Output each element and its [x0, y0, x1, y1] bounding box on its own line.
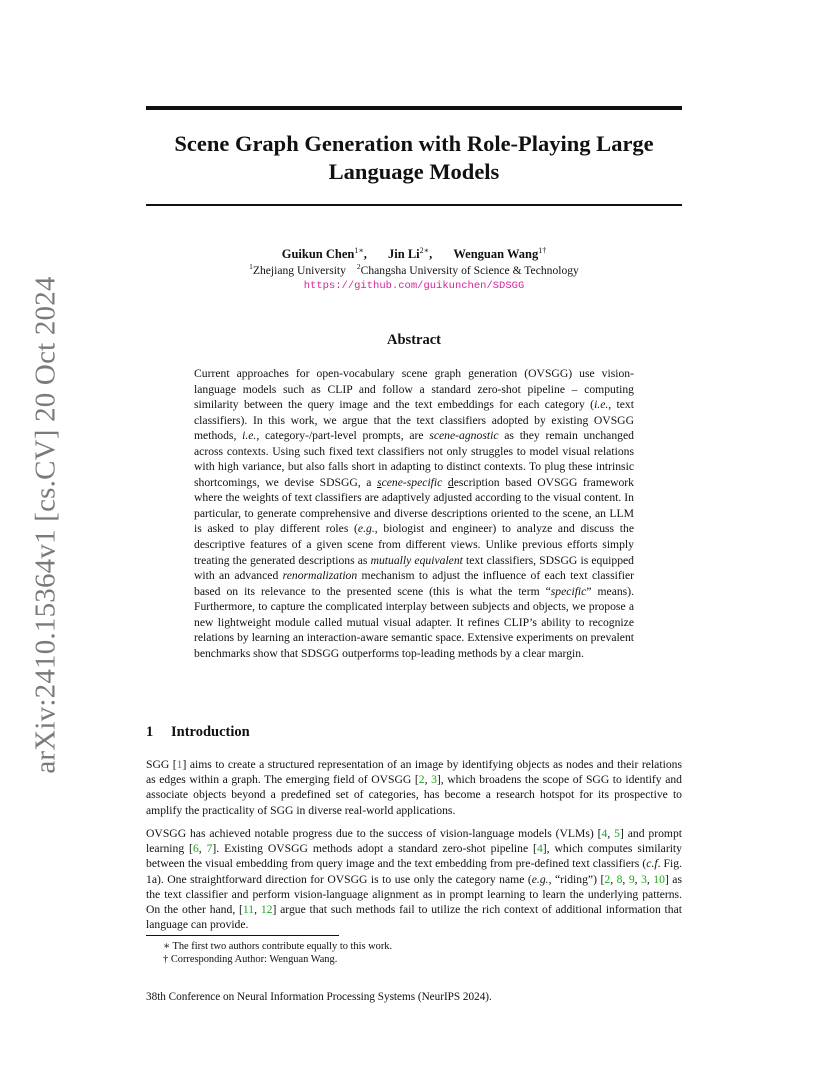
author: Jin $Li^{2∗}$,: [388, 246, 433, 262]
footnote: ∗ The first two authors contribute equally to this work.: [163, 941, 393, 952]
paper-title: Scene Graph Generation with Role-Playing Large Language Models: [174, 131, 654, 184]
citation-link[interactable]: 5: [614, 827, 620, 840]
citation-link[interactable]: 12: [260, 903, 273, 917]
author: Wenguan Wang$^{1\dagger}$: [453, 246, 547, 262]
citation-link[interactable]: 7: [206, 842, 213, 856]
citation-link[interactable]: 9: [628, 872, 635, 886]
arxiv-id[interactable]: arXiv:2410.15364v1 [cs.CV] 20 Oct 2024: [29, 276, 62, 774]
abstract-heading: Abstract: [387, 332, 441, 348]
author: Guikun Chen$^{1∗}$,: [281, 246, 367, 262]
citation-link[interactable]: 1: [176, 758, 183, 771]
section-number: 1: [146, 724, 154, 740]
title-rule-bottom: [146, 204, 682, 206]
citation-link[interactable]: 10: [653, 872, 665, 886]
footnote-rule: [146, 935, 339, 936]
footnote: † Corresponding Author: Wenguan Wang.: [163, 954, 338, 965]
abstract-text: Current approaches for open-vocabulary scene graph generation (OVSGG) use vision-language models such as CLIP and follow a standard zero-shot pipeline – computing similarity between the query image and the text embeddings for each category (i.e., text classifiers). In this work, we argue that the text classifiers adopted by existing OVSGG methods, i.e., category-/part-level prompts, are scene-agnostic as they remain unchanged across contexts. Using such fixed text classifiers not only struggles to model visual relations with high variance, but also falls short in adapting to distinct contexts. To plug these intrinsic shortcomings, we devise SDSGG, a scene-specific description based OVSGG framework where the weights of text classifiers are adaptively adjusted according to the visual content. In particular, to generate comprehensive and diverse descriptions oriented to the scene, an LLM is asked to play different roles (e.g., biologist and engineer) to analyze and discuss the descriptive features of a given scene from different views. Unlike previous efforts simply treating the generated descriptions as mutually equivalent text classifiers, SDSGG is equipped with an advanced renormalization mechanism to adjust the influence of each text classifier based on its relevance to the presented scene (this is what the term “specific” means). Furthermore, to capture the complicated interplay between subjects and objects, we propose a new lightweight module called mutual visual adapter. It refines CLIP’s ability to recognize relations by learning an interaction-aware semantic space. Extensive experiments on prevalent benchmarks show that SDSGG outperforms top-leading methods by a clear margin.: [194, 367, 635, 660]
section-heading: [146, 724, 250, 741]
intro-paragraph-1: SGG [1] aims to create a structured representation of an image by identifying objects as nodes and their relations as edges within a graph. The emerging field of OVSGG [2, 3], which broadens the scope of SGG to identify and associate objects beyond a predefined set of categories, has become a research hotspot for its prospective to amplify the practicality of SGG in diverse real-world applications.: [146, 758, 682, 817]
citation-link[interactable]: 3: [431, 773, 437, 787]
citation-link[interactable]: 11: [242, 903, 255, 917]
affiliation-list: [146, 259, 682, 279]
affiliation: $^1$Zhejiang University: [249, 262, 346, 277]
citation-link[interactable]: 6: [192, 842, 199, 856]
citation-link[interactable]: 2: [418, 773, 425, 787]
title-rule-top: [146, 106, 682, 110]
code-url-link[interactable]: https://github.com/guikunchen/SDSGG: [303, 280, 525, 292]
section-title: Introduction: [171, 724, 250, 740]
citation-link[interactable]: 4: [601, 827, 608, 840]
venue-note: 38th Conference on Neural Information Processing Systems (NeurIPS 2024).: [146, 991, 492, 1003]
citation-link[interactable]: 8: [616, 872, 623, 886]
citation-link[interactable]: 4: [536, 842, 543, 856]
citation-link[interactable]: 2: [604, 872, 611, 886]
affiliation: $^2$Changsha University of Science & Technology: [356, 262, 579, 277]
intro-paragraph-2: OVSGG has achieved notable progress due to the success of vision-language models (VLMs) [4, 5] and prompt learning [6, 7]. Existing OVSGG methods adopt a standard zero-shot pipeline [4], which computes similarity between the visual embedding from query image and the text embedding from pre-defined text classifiers (c.f. Fig. 1a). One straightforward direction for OVSGG is to use only the category name (e.g., “riding”) [2, 8, 9, 3, 10] as the text classifier and perform vision-language alignment as in prompt learning to learn the underlying patterns. On the other hand, [11, 12] argue that such methods fail to utilize the rich context of additional information that language can provide.: [146, 827, 683, 932]
citation-link[interactable]: 3: [641, 872, 647, 886]
